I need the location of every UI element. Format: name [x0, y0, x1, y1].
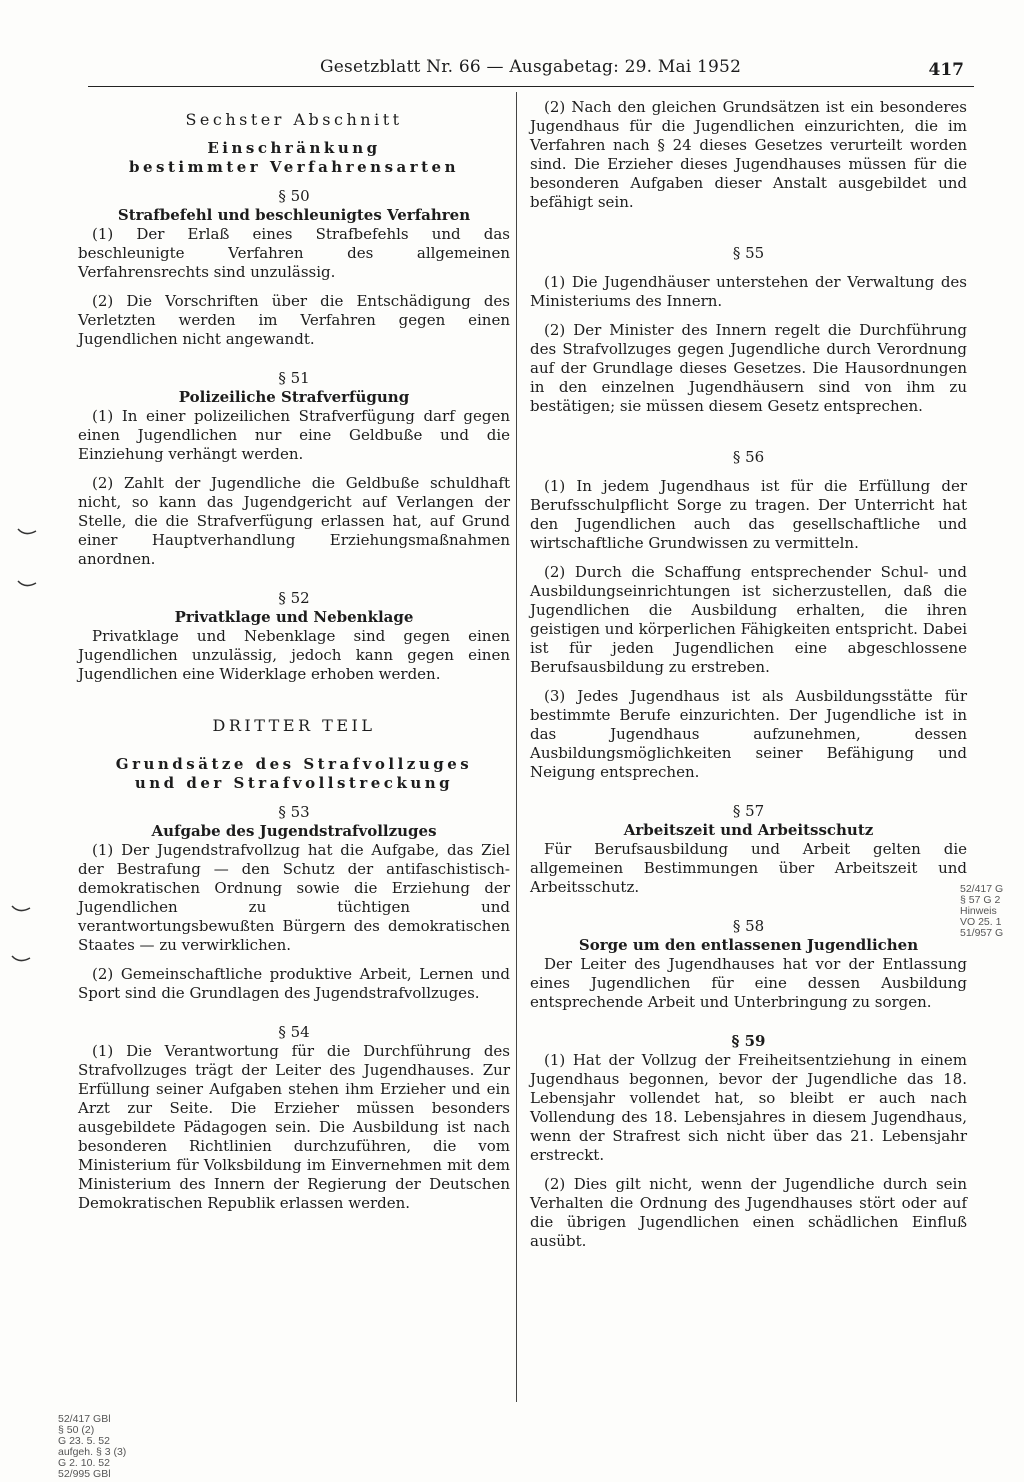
paragraph-52-number: § 52: [278, 589, 310, 607]
paragraph-55-1: (1) Die Jugendhäuser unterstehen der Verwaltung des Ministeriums des Innern.: [530, 273, 967, 310]
paragraph-53-2: (2) Gemeinschaftliche produktive Arbeit, Lernen und Sport sind die Grundlagen des Jugendstrafvollzuges.: [78, 965, 510, 1002]
margin-note-line: VO 25. 1: [960, 916, 1002, 928]
paragraph-50-number: § 50: [278, 187, 310, 205]
part-heading: DRITTER TEIL: [212, 716, 376, 735]
left-column: [78, 98, 510, 1213]
paragraph-51-number: § 51: [278, 369, 310, 387]
margin-note-line: § 50 (2): [58, 1424, 95, 1436]
paragraph-55-2: (2) Der Minister des Innern regelt die Durchführung des Strafvollzuges gegen Jugendliche durch Verordnung auf der Grundlage dieses Gesetzes. Die Hausordnungen in den einzelnen Jugendhäusern sind von ihm zu bestätigen; sie müssen diesem Gesetz entsprechen.: [530, 321, 967, 415]
check-mark-icon: [10, 952, 32, 966]
paragraph-57-number: § 57: [732, 802, 765, 820]
paragraph-59-number: § 59: [731, 1032, 766, 1050]
paragraph-54-2: (2) Nach den gleichen Grundsätzen ist ein besonderes Jugendhaus für die Jugendlichen einzurichten, die im Verfahren nach § 24 dieses Gesetzes verurteilt worden sind. Die Erzieher dieses Jugendhauses müssen für die besonderen Aufgaben dieser Anstalt ausgebildet und befähigt sein.: [530, 98, 967, 211]
right-column: [530, 98, 967, 1251]
margin-note-line: 52/995 GBl: [58, 1468, 111, 1480]
margin-note-line: 52/417 G: [960, 883, 1004, 895]
paragraph-51-title: Polizeiliche Strafverfügung: [178, 388, 410, 406]
paragraph-57-1: Für Berufsausbildung und Arbeit gelten die allgemeinen Bestimmungen über Arbeitszeit und Arbeitsschutz.: [530, 840, 967, 896]
paragraph-50-title: Strafbefehl und beschleunigtes Verfahren: [117, 206, 471, 224]
paragraph-50-1: (1) Der Erlaß eines Strafbefehls und das beschleunigte Verfahren des allgemeinen Verfahrensrechts sind unzulässig.: [78, 225, 510, 281]
check-mark-icon: [16, 525, 38, 539]
margin-note-line: G 23. 5. 52: [58, 1435, 110, 1447]
paragraph-51-1: (1) In einer polizeilichen Strafverfügung darf gegen einen Jugendlichen nur eine Geldbuße und die Einziehung verhängt werden.: [78, 407, 510, 463]
section-title-line-2: bestimmter Verfahrensarten: [128, 158, 460, 176]
paragraph-56-3: (3) Jedes Jugendhaus ist als Ausbildungsstätte für bestimmte Berufe einzurichten. Der Jugendliche ist in das Jugendhaus aufzunehmen, dessen Ausbildungsmöglichkeiten seiner Befähigung und Neigung entsprechen.: [530, 687, 967, 781]
paragraph-52-1: Privatklage und Nebenklage sind gegen einen Jugendlichen unzulässig, jedoch kann gegen einen Jugendlichen eine Widerklage erhoben werden.: [78, 627, 510, 683]
paragraph-54-number: § 54: [278, 1023, 310, 1041]
part-title-line-2: und der Strafvollstreckung: [134, 774, 454, 792]
paragraph-56-1: (1) In jedem Jugendhaus ist für die Erfüllung der Berufsschulpflicht Sorge zu tragen. Der Unterricht hat den Jugendlichen auch das gesellschaftliche und wirtschaftliche Grundwissen zu vermitteln.: [530, 477, 967, 552]
paragraph-50-2: (2) Die Vorschriften über die Entschädigung des Verletzten werden im Verfahren gegen einen Jugendlichen nicht angewandt.: [78, 292, 510, 348]
paragraph-55-number: § 55: [732, 244, 765, 262]
page-header: [88, 52, 974, 87]
margin-note-line: § 57 G 2: [960, 894, 1001, 906]
margin-note-line: 51/957 G: [960, 927, 1004, 939]
page-number: 417: [928, 60, 964, 80]
section-title-line-1: Einschränkung: [207, 139, 381, 157]
paragraph-52-title: Privatklage und Nebenklage: [174, 608, 414, 626]
paragraph-59-1: (1) Hat der Vollzug der Freiheitsentziehung in einem Jugendhaus begonnen, bevor der Jugendliche das 18. Lebensjahr vollendet hat, so bleibt er auch nach Vollendung des 18. Lebensjahres in diesem Jugendhaus, wenn der Strafrest sich nicht über das 21. Lebensjahr erstreckt.: [530, 1051, 967, 1164]
paragraph-56-2: (2) Durch die Schaffung entsprechender Schul- und Ausbildungseinrichtungen ist sicherzustellen, daß die Jugendlichen die Ausbildung erhalten, die ihren geistigen und körperlichen Fähigkeiten entspricht. Dabei ist für jeden Jugendlichen eine abgeschlossene Berufsausbildung zu erstreben.: [530, 563, 967, 676]
paragraph-54-1: (1) Die Verantwortung für die Durchführung des Strafvollzuges trägt der Leiter des Jugendhauses. Zur Erfüllung seiner Aufgaben stehen ihm Erzieher und ein Arzt zur Seite. Die Erzieher müssen besonders ausgebildete Pädagogen sein. Die Ausbildung ist nach besonderen Richtlinien durchzuführen, die vom Ministerium für Volksbildung im Einvernehmen mit dem Ministerium des Innern der Regierung der Deutschen Demokratischen Republik erlassen werden.: [78, 1042, 510, 1212]
paragraph-53-1: (1) Der Jugendstrafvollzug hat die Aufgabe, das Ziel der Bestrafung — den Schutz der antifaschistisch-demokratischen Ordnung sowie die Erziehung der Jugendlichen zu tüchtigen und verantwortungsbewußten Bürgern des demokratischen Staates — zu verwirklichen.: [78, 841, 510, 954]
check-mark-icon: [10, 902, 32, 916]
paragraph-53-number: § 53: [278, 803, 310, 821]
paragraph-59-2: (2) Dies gilt nicht, wenn der Jugendliche durch sein Verhalten die Ordnung des Jugendhauses stört oder auf die übrigen Jugendlichen einen schädlichen Einfluß ausübt.: [530, 1175, 967, 1250]
paragraph-58-title: Sorge um den entlassenen Jugendlichen: [578, 936, 919, 954]
part-title-line-1: Grundsätze des Strafvollzuges: [115, 755, 473, 773]
gazette-title: Gesetzblatt Nr. 66 — Ausgabetag: 29. Mai 1952: [320, 57, 742, 77]
paragraph-57-title: Arbeitszeit und Arbeitsschutz: [623, 821, 874, 839]
bottom-left-margin-note: [58, 1414, 168, 1480]
margin-note-line: Hinweis: [960, 905, 997, 917]
paragraph-58-1: Der Leiter des Jugendhauses hat vor der Entlassung eines Jugendlichen für eine dessen Ausbildung entsprechende Arbeit und Unterbringung zu sorgen.: [530, 955, 967, 1011]
margin-note-line: G 2. 10. 52: [58, 1457, 110, 1469]
right-margin-note: [960, 884, 1020, 939]
column-divider: [516, 92, 517, 1402]
paragraph-51-2: (2) Zahlt der Jugendliche die Geldbuße schuldhaft nicht, so kann das Jugendgericht auf Verlangen der Stelle, die die Strafverfügung erlassen hat, auf Grund einer Hauptverhandlung Erziehungsmaßnahmen anordnen.: [78, 474, 510, 568]
section-heading: Sechster Abschnitt: [185, 110, 403, 129]
margin-note-line: 52/417 GBl: [58, 1413, 111, 1425]
paragraph-56-number: § 56: [732, 448, 765, 466]
margin-note-line: aufgeh. § 3 (3): [58, 1446, 127, 1458]
paragraph-53-title: Aufgabe des Jugendstrafvollzuges: [151, 822, 437, 840]
check-mark-icon: [16, 577, 38, 591]
paragraph-58-number: § 58: [732, 917, 765, 935]
